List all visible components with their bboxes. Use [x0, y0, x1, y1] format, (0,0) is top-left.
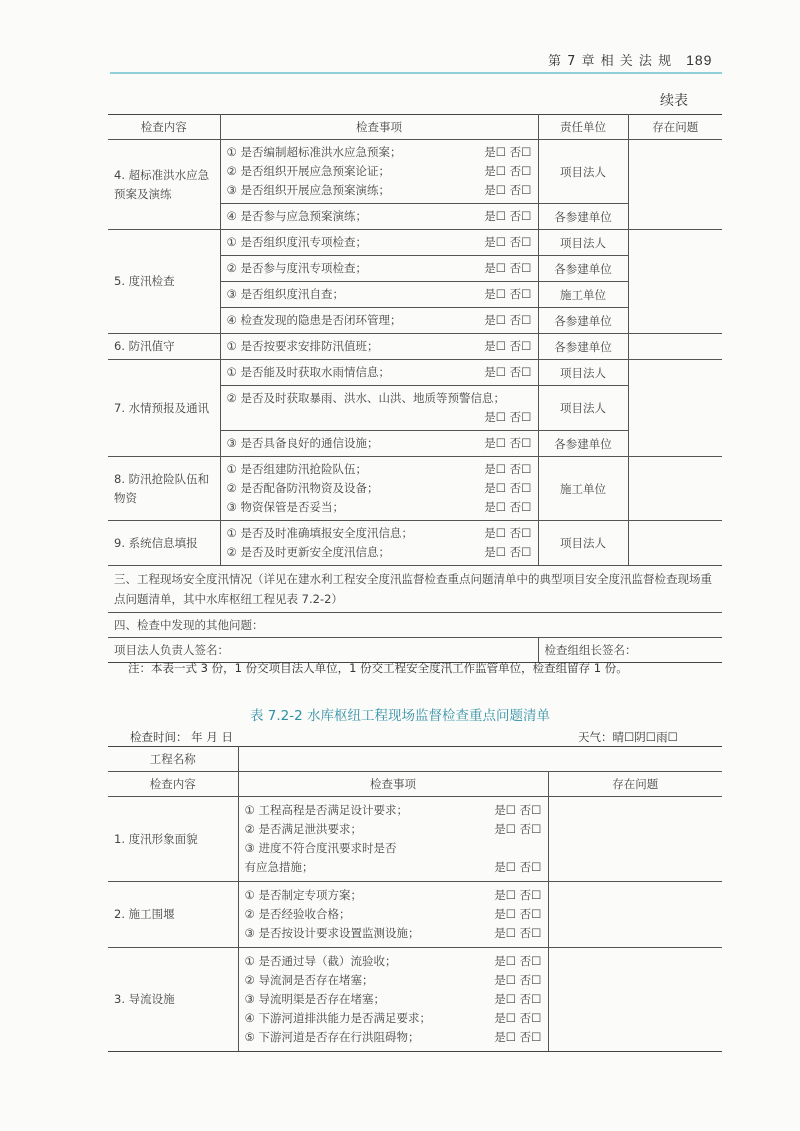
section-four-row: [108, 613, 722, 638]
check-time: 检查时间： 年 月 日: [130, 730, 233, 744]
check-item: [227, 337, 532, 356]
continued-label: 续表: [660, 93, 688, 109]
check-items: [220, 204, 538, 230]
check-item: [245, 924, 542, 943]
yes-no-checkbox: 是☐ 否☐: [494, 907, 542, 921]
check-item: [227, 363, 532, 382]
table2-header-row: [108, 772, 722, 797]
check-item: [227, 207, 532, 226]
column-header: [108, 115, 220, 140]
column-header-label: 检查事项: [356, 120, 402, 134]
check-item-text: ② 是否配备防汛物资及设备；: [226, 481, 379, 495]
check-item: [227, 143, 532, 162]
responsible-unit: [538, 386, 628, 431]
check-item-text: ① 是否能及时获取水雨情信息；: [226, 365, 390, 379]
issues-cell: [628, 140, 722, 230]
yes-no-checkbox: 是☐ 否☐: [484, 526, 532, 540]
yes-no-checkbox: 是☐ 否☐: [494, 992, 542, 1006]
table-row: [108, 948, 722, 1052]
inspection-table-continued: [108, 114, 722, 663]
responsible-unit-label: 各参建单位: [554, 339, 612, 354]
yes-no-checkbox: 是☐ 否☐: [494, 926, 542, 940]
table-row: [108, 457, 722, 521]
responsible-unit-label: 项目法人: [560, 365, 606, 380]
responsible-unit: [538, 282, 628, 308]
responsible-unit: [538, 431, 628, 457]
yes-no-checkbox: 是☐ 否☐: [484, 287, 532, 301]
check-items: [220, 457, 538, 521]
check-item-text: ⑤ 下游河道是否存在行洪阻碍物；: [244, 1030, 420, 1044]
table-row: [108, 334, 722, 360]
check-item-text: ② 是否组织开展应急预案论证；: [226, 164, 390, 178]
check-item-text: 有应急措施；: [244, 860, 314, 874]
yes-no-checkbox: 是☐ 否☐: [484, 500, 532, 514]
section-four-text: 四、检查中发现的其他问题：: [114, 618, 264, 632]
category-label: 9. 系统信息填报: [114, 535, 198, 550]
signature-row: [108, 638, 722, 663]
table-row: [108, 797, 722, 882]
yes-no-checkbox: 是☐ 否☐: [494, 1030, 542, 1044]
category-label: 3. 导流设施: [114, 992, 175, 1006]
check-category: [108, 140, 220, 230]
check-items: [220, 140, 538, 204]
issues-cell: [548, 797, 722, 882]
check-item: [245, 905, 542, 924]
responsible-unit: [538, 457, 628, 521]
category-label: 7. 水情预报及通讯: [114, 400, 210, 415]
table-row: [108, 360, 722, 386]
check-item-text: ③ 是否组织开展应急预案演练；: [226, 183, 390, 197]
check-item-text: ③ 是否按设计要求设置监测设施；: [244, 926, 420, 940]
weather: 天气：晴☐阴☐雨☐: [578, 730, 678, 744]
check-category: [108, 521, 220, 566]
check-item: [245, 971, 542, 990]
section-three-row: [108, 566, 722, 613]
responsible-unit: [538, 308, 628, 334]
yes-no-checkbox: 是☐ 否☐: [484, 339, 532, 353]
check-category: [108, 334, 220, 360]
responsible-unit-label: 项目法人: [560, 164, 606, 179]
table-header-row: [108, 115, 722, 140]
check-items: [220, 334, 538, 360]
issues-cell: [628, 230, 722, 334]
check-item-text: ② 是否参与度汛专项检查；: [226, 261, 367, 275]
column-header-label: 检查事项: [370, 777, 416, 791]
responsible-unit-label: 项目法人: [560, 401, 606, 415]
yes-no-checkbox: 是☐ 否☐: [484, 365, 532, 379]
check-item: [227, 311, 532, 330]
check-item: [245, 1028, 542, 1047]
yes-no-checkbox: 是☐ 否☐: [494, 822, 542, 836]
table-note: 注：本表一式 3 份，1 份交项目法人单位，1 份交工程安全度汛工作监管单位，检查组留存 1 份。: [128, 661, 628, 675]
check-item-text: ② 是否满足泄洪要求；: [244, 822, 362, 836]
issues-cell: [628, 360, 722, 457]
check-item-text: ① 是否按要求安排防汛值班；: [226, 339, 379, 353]
table-row: [108, 882, 722, 948]
column-header-label: 检查内容: [149, 777, 196, 791]
section-four: [108, 613, 722, 638]
category-label: 1. 度汛形象面貌: [114, 831, 198, 846]
page-number: 189: [686, 52, 713, 68]
check-item: [227, 181, 532, 200]
chapter-title: 第 7 章 相 关 法 规: [548, 54, 673, 69]
yes-no-checkbox: 是☐ 否☐: [484, 481, 532, 495]
check-item: [227, 498, 532, 517]
responsible-unit-label: 施工单位: [560, 287, 606, 302]
check-item: [245, 839, 542, 858]
check-item: [227, 389, 532, 408]
owner-signature: [108, 638, 538, 663]
yes-no-checkbox: 是☐ 否☐: [494, 1011, 542, 1025]
check-category: [108, 457, 220, 521]
table-row: [108, 521, 722, 566]
column-header: [238, 772, 548, 797]
responsible-unit-label: 各参建单位: [554, 261, 612, 276]
check-items: [220, 282, 538, 308]
check-item: [245, 1009, 542, 1028]
yes-no-checkbox: 是☐ 否☐: [494, 888, 542, 902]
issues-cell: [548, 948, 722, 1052]
column-header-label: 责任单位: [560, 120, 606, 134]
column-header: [548, 772, 722, 797]
column-header: [108, 772, 238, 797]
reservoir-inspection-table: [108, 746, 722, 1052]
check-item-text: ④ 下游河道排洪能力是否满足要求；: [244, 1011, 431, 1025]
check-item: [227, 233, 532, 252]
check-item: [227, 285, 532, 304]
check-item: [245, 820, 542, 839]
check-item: [245, 952, 542, 971]
check-item-text: ① 是否制定专项方案；: [244, 888, 362, 902]
check-item: [245, 886, 542, 905]
issues-cell: [628, 334, 722, 360]
header-rule: [110, 72, 722, 74]
leader-signature: [538, 638, 722, 663]
yes-no-checkbox: 是☐ 否☐: [484, 164, 532, 178]
check-item: [227, 259, 532, 278]
issues-cell: [548, 882, 722, 948]
column-header: [220, 115, 538, 140]
check-item-text: ① 工程高程是否满足设计要求；: [244, 803, 408, 817]
check-item-text: ② 是否及时更新安全度汛信息；: [226, 545, 390, 559]
check-item-text: ④ 是否参与应急预案演练；: [226, 209, 367, 223]
yes-no-checkbox: 是☐ 否☐: [494, 954, 542, 968]
project-name-value: [238, 747, 722, 772]
yes-no-checkbox: 是☐ 否☐: [484, 545, 532, 559]
check-items: [238, 882, 548, 948]
responsible-unit-label: 各参建单位: [554, 209, 612, 224]
yes-no-line: [227, 408, 532, 427]
check-item-text: ③ 是否组织度汛自查；: [226, 287, 344, 301]
category-label: 6. 防汛值守: [114, 339, 175, 353]
check-category: [108, 230, 220, 334]
check-item-text: ③ 是否具备良好的通信设施；: [226, 436, 379, 450]
yes-no-checkbox: 是☐ 否☐: [484, 209, 532, 223]
yes-no-checkbox: 是☐ 否☐: [484, 313, 532, 327]
issues-cell: [628, 457, 722, 521]
check-item-text: ② 导流洞是否存在堵塞；: [244, 973, 374, 987]
yes-no-checkbox: 是☐ 否☐: [484, 436, 532, 450]
check-item: [227, 434, 532, 453]
column-header-label: 存在问题: [612, 777, 659, 791]
section-three-text: 三、工程现场安全度汛情况（详见在建水利工程安全度汛监督检查重点问题清单中的典型项目安全度汛监督检查现场重点问题清单，其中水库枢纽工程见表 7.2-2）: [114, 572, 712, 606]
yes-no-checkbox: 是☐ 否☐: [494, 860, 542, 874]
yes-no-checkbox: 是☐ 否☐: [494, 803, 542, 817]
check-items: [220, 230, 538, 256]
yes-no-checkbox: 是☐ 否☐: [484, 462, 532, 476]
check-items: [238, 948, 548, 1052]
category-label: 8. 防汛抢险队伍和物资: [114, 471, 210, 505]
check-item-text: ① 是否组织度汛专项检查；: [226, 235, 367, 249]
responsible-unit: [538, 140, 628, 204]
check-category: [108, 882, 238, 948]
check-item-text: ③ 导流明渠是否存在堵塞；: [244, 992, 385, 1006]
column-header: [628, 115, 722, 140]
check-item-text: ③ 进度不符合度汛要求时是否: [244, 841, 397, 855]
yes-no-checkbox: 是☐ 否☐: [484, 183, 532, 197]
project-name-row: [108, 747, 722, 772]
check-item-text: ③ 物资保管是否妥当；: [226, 500, 344, 514]
responsible-unit: [538, 204, 628, 230]
table-row: [108, 140, 722, 204]
check-items: [220, 360, 538, 386]
check-item-text: ① 是否组建防汛抢险队伍；: [226, 462, 367, 476]
responsible-unit-label: 项目法人: [560, 235, 606, 250]
table-row: [108, 230, 722, 256]
category-label: 2. 施工围堰: [114, 907, 175, 921]
check-items: [220, 256, 538, 282]
responsible-unit-label: 各参建单位: [554, 313, 612, 328]
responsible-unit-label: 施工单位: [560, 481, 606, 496]
column-header: [538, 115, 628, 140]
table2-title: 表 7.2-2 水库枢纽工程现场监督检查重点问题清单: [249, 708, 550, 724]
yes-no-checkbox: 是☐ 否☐: [494, 973, 542, 987]
check-category: [108, 360, 220, 457]
check-item: [227, 460, 532, 479]
check-item-text: ① 是否通过导（截）流验收；: [244, 954, 397, 968]
check-item-text: ① 是否编制超标准洪水应急预案；: [226, 145, 402, 159]
leader-signature-label: 检查组组长签名：: [544, 643, 637, 657]
check-items: [238, 797, 548, 882]
check-item-text: ② 是否及时获取暴雨、洪水、山洪、地质等预警信息；: [226, 391, 505, 405]
yes-no-checkbox: 是☐ 否☐: [484, 145, 532, 159]
check-item: [227, 543, 532, 562]
check-item: [245, 801, 542, 820]
check-items: [220, 308, 538, 334]
owner-signature-label: 项目法人负责人签名：: [114, 643, 229, 657]
check-item-text: ① 是否及时准确填报安全度汛信息；: [226, 526, 413, 540]
column-header-label: 检查内容: [140, 120, 187, 134]
category-label: 4. 超标准洪水应急预案及演练: [114, 167, 210, 201]
check-items: [220, 386, 538, 431]
yes-no-checkbox: 是☐ 否☐: [484, 410, 532, 424]
responsible-unit-label: 各参建单位: [554, 436, 612, 451]
check-item-text: ④ 检查发现的隐患是否闭环管理；: [226, 313, 402, 327]
check-item: [227, 479, 532, 498]
category-label: 5. 度汛检查: [114, 274, 175, 288]
check-item: [227, 524, 532, 543]
check-category: [108, 948, 238, 1052]
check-items: [220, 431, 538, 457]
responsible-unit-label: 项目法人: [560, 536, 606, 550]
check-item: [227, 162, 532, 181]
yes-no-checkbox: 是☐ 否☐: [484, 235, 532, 249]
project-name-text: 工程名称: [149, 752, 196, 766]
issues-cell: [628, 521, 722, 566]
yes-no-checkbox: 是☐ 否☐: [484, 261, 532, 275]
check-item: [245, 990, 542, 1009]
check-items: [220, 521, 538, 566]
responsible-unit: [538, 521, 628, 566]
responsible-unit: [538, 334, 628, 360]
running-header: [548, 50, 712, 69]
section-three: [108, 566, 722, 613]
responsible-unit: [538, 256, 628, 282]
check-category: [108, 797, 238, 882]
column-header-label: 存在问题: [652, 120, 699, 134]
responsible-unit: [538, 360, 628, 386]
check-item: [245, 858, 542, 877]
responsible-unit: [538, 230, 628, 256]
check-item-text: ② 是否经验收合格；: [244, 907, 351, 921]
project-name-label: [108, 747, 238, 772]
